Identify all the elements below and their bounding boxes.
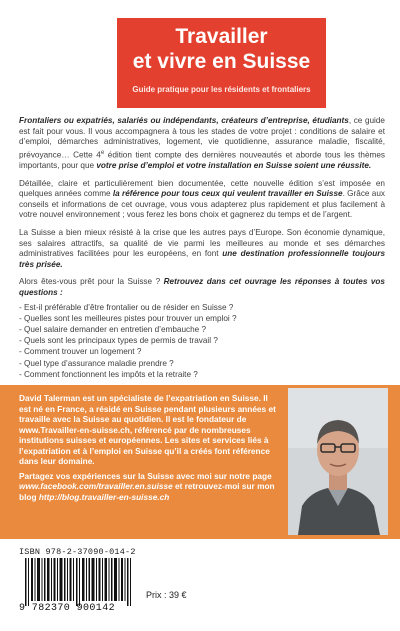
- author-bio-text: est un spécialiste de l’expatriation en Suisse. Il est né en France, a résidé en Suisse pendant plusieurs années et travaille avec la Suisse au quotidien. Il est le fondateur de www.Travailler-en-suisse.ch, référencé par de nombreuses institutions suisses et européennes. Les sites et services liés à l’expatriation et à l’emploi en Suisse qu’il a créés font référence dans leur domaine.: [19, 393, 276, 466]
- list-item: - Quelles sont les meilleures pistes pour trouver un emploi ?: [19, 313, 237, 323]
- list-item: - Comment trouver un logement ?: [19, 347, 142, 357]
- author-photo: [288, 388, 388, 535]
- list-item: - Est-il préférable d’être frontalier ou de résider en Suisse ?: [19, 302, 234, 312]
- barcode-digits: 9 782370 900142: [19, 603, 116, 614]
- reference-text-cont: . Grâce aux conseils et informations de cet ouvrage, vous vous adapterez plus rapidement et plus facilement à votre nouvel environnement ; vous ferez les bons choix et gagnerez du temps et de l’argent.: [19, 189, 385, 220]
- author-bio-paragraph: [19, 393, 279, 467]
- title-banner: [117, 18, 326, 108]
- list-item: - Comment fonctionnent les impôts et la retraite ?: [19, 369, 198, 379]
- back-cover-description: [19, 116, 385, 380]
- author-share-paragraph: [19, 471, 279, 503]
- edition-superscript: e: [100, 149, 105, 156]
- facebook-link[interactable]: www.facebook.com/travailler.en.suisse: [19, 481, 173, 491]
- book-title-line1: Travailler: [175, 25, 268, 48]
- reference-paragraph: [19, 179, 385, 221]
- author-bio: [19, 393, 279, 502]
- barcode-icon: [19, 558, 143, 608]
- questions-lead: Alors êtes-vous prêt pour la Suisse ?: [19, 277, 164, 287]
- reference-emphasis: la référence pour tous ceux qui veulent travailler en Suisse: [112, 189, 343, 199]
- list-item: - Quel salaire demander en entretien d’embauche ?: [19, 325, 207, 335]
- intro-text-cont: édition tient compte des dernières nouveautés et aborde tous les thèmes importants, pour que: [19, 150, 385, 171]
- book-subtitle: Guide pratique pour les résidents et frontaliers: [132, 85, 311, 94]
- intro-emphasis: votre prise d’emploi et votre installation en Suisse soient une réussite.: [96, 161, 372, 171]
- blog-link[interactable]: http://blog.travailler-en-suisse.ch: [38, 491, 170, 502]
- author-name: David Talerman: [19, 393, 81, 403]
- questions-emphasis: Retrouvez dans cet ouvrage les réponses à toutes vos questions :: [19, 277, 385, 298]
- intro-paragraph: [19, 116, 385, 172]
- questions-list: [19, 302, 385, 380]
- economy-emphasis: une destination professionnelle toujours très prisée.: [19, 249, 386, 269]
- share-text-cont: et retrouvez-moi sur mon blog: [19, 481, 275, 502]
- isbn-label: ISBN 978-2-37090-014-2: [19, 547, 136, 557]
- book-title-line2: et vivre en Suisse: [132, 50, 311, 73]
- list-item: - Quels sont les principaux types de permis de travail ?: [19, 336, 218, 346]
- economy-paragraph: [19, 228, 385, 270]
- economy-text: La Suisse a bien mieux résisté à la crise que les autres pays d’Europe. Son économie dynamique, ses salaires attractifs, sa qualité de vie parmi les meilleures au monde et ses démarches administratives facilitées pour les européens, en font: [19, 228, 385, 259]
- share-text: Partagez vos expériences sur la Suisse avec moi sur notre page: [19, 470, 272, 481]
- intro-text: , ce guide est fait pour vous. Il vous accompagnera à tous les stades de votre projet : conditions de salaire et d’emploi, démarches administratives, logement, vie quotidienne, assurance maladie, fiscalité, prévoyance… Cette 4: [19, 116, 385, 160]
- list-item: - Quel type d’assurance maladie prendre ?: [19, 358, 174, 368]
- reference-text: Détaillée, claire et particulièrement bien documentée, cette nouvelle édition s’est imposée en quelques années comme: [19, 178, 385, 199]
- price-label: Prix : 39 €: [146, 590, 187, 600]
- questions-intro: [19, 277, 385, 298]
- audience-emphasis: Frontaliers ou expatriés, salariés ou indépendants, créateurs d’entreprise, étudiants: [19, 116, 349, 125]
- author-portrait-illustration: [288, 388, 388, 535]
